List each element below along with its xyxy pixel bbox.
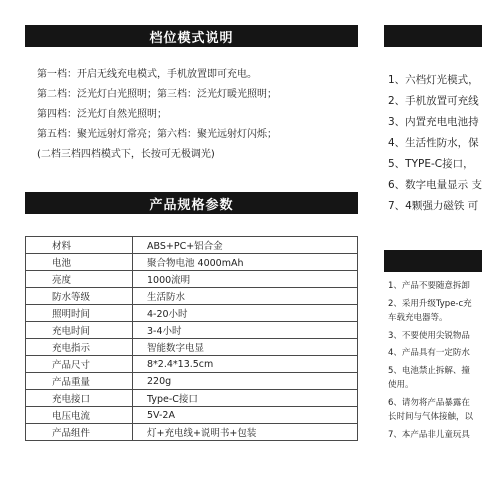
list-item: 1、产品不要随意拆卸	[388, 281, 470, 291]
spec-value: 生活防水	[133, 288, 358, 305]
notices-section-title	[384, 250, 482, 272]
spec-key: 电压电流	[26, 407, 133, 424]
features-section-title	[384, 25, 482, 47]
mode-line: (二档三档四档模式下，长按可无极调光)	[37, 149, 215, 160]
list-item: 2、手机放置可充线	[388, 95, 479, 107]
table-row	[26, 390, 358, 407]
table-row	[26, 424, 358, 441]
spec-key: 充电时间	[26, 322, 133, 339]
list-item: 3、不要使用尖锐物品	[388, 330, 470, 341]
specs-title-text: 产品规格参数	[149, 197, 234, 213]
list-item-continued: 使用。	[388, 380, 414, 390]
spec-value: 智能数字电显	[133, 339, 358, 356]
modes-section-title	[25, 25, 358, 47]
spec-value: 8*2.4*13.5cm	[133, 356, 358, 373]
mode-line: 第五档：聚光远射灯常亮；第六档：聚光远射灯闪烁；	[37, 129, 277, 140]
list-item: 1、六档灯光模式，	[388, 74, 479, 86]
spec-key: 防水等级	[26, 288, 133, 305]
list-item-continued: 长时间与气体接触，以	[388, 412, 474, 422]
spec-key: 产品尺寸	[26, 356, 133, 373]
table-row	[26, 322, 358, 339]
list-item: 4、产品具有一定防水	[388, 348, 470, 358]
mode-line: 第四档：泛光灯自然光照明；	[37, 109, 167, 120]
features-list	[388, 70, 482, 217]
list-item: 6、数字电量显示 支	[388, 179, 482, 191]
table-row	[26, 356, 358, 373]
table-row	[26, 373, 358, 390]
list-item: 2、采用升级Type-c充	[388, 298, 472, 309]
spec-key: 亮度	[26, 271, 133, 288]
table-row	[26, 288, 358, 305]
table-row	[26, 271, 358, 288]
table-row	[26, 254, 358, 271]
list-item: 4、生活性防水，保	[388, 137, 479, 149]
spec-value: 3-4小时	[133, 322, 358, 339]
modes-title-text: 档位模式说明	[149, 30, 234, 46]
spec-value: ABS+PC+铝合金	[133, 237, 358, 254]
notices-list	[388, 279, 482, 442]
table-row	[26, 339, 358, 356]
spec-key: 产品重量	[26, 373, 133, 390]
spec-key: 充电指示	[26, 339, 133, 356]
spec-key: 材料	[26, 237, 133, 254]
modes-description	[37, 65, 357, 165]
spec-key: 充电接口	[26, 390, 133, 407]
list-item: 5、TYPE-C接口，	[388, 158, 474, 170]
table-row	[26, 237, 358, 254]
list-item: 3、内置充电电池持	[388, 116, 479, 128]
spec-value: Type-C接口	[133, 390, 358, 407]
list-item: 5、电池禁止拆解、撞	[388, 365, 470, 376]
spec-value: 4-20小时	[133, 305, 358, 322]
spec-value: 5V-2A	[133, 407, 358, 424]
list-item: 7、4颗强力磁铁 可	[388, 200, 479, 212]
mode-line: 第二档：泛光灯白光照明；第三档：泛光灯暖光照明；	[37, 89, 277, 100]
specs-table	[25, 236, 358, 441]
specs-section-title	[25, 192, 358, 214]
list-item: 7、本产品非儿童玩具	[388, 429, 470, 440]
spec-value: 聚合物电池 4000mAh	[133, 254, 358, 271]
spec-key: 电池	[26, 254, 133, 271]
list-item: 6、请勿将产品暴露在	[388, 397, 470, 408]
spec-value: 220g	[133, 373, 358, 390]
table-row	[26, 407, 358, 424]
spec-value: 灯+充电线+说明书+包装	[133, 424, 358, 441]
spec-value: 1000流明	[133, 271, 358, 288]
spec-key: 产品组件	[26, 424, 133, 441]
table-row	[26, 305, 358, 322]
spec-key: 照明时间	[26, 305, 133, 322]
list-item-continued: 车载充电器等。	[388, 313, 448, 323]
mode-line: 第一档：开启无线充电模式，手机放置即可充电。	[37, 69, 257, 80]
